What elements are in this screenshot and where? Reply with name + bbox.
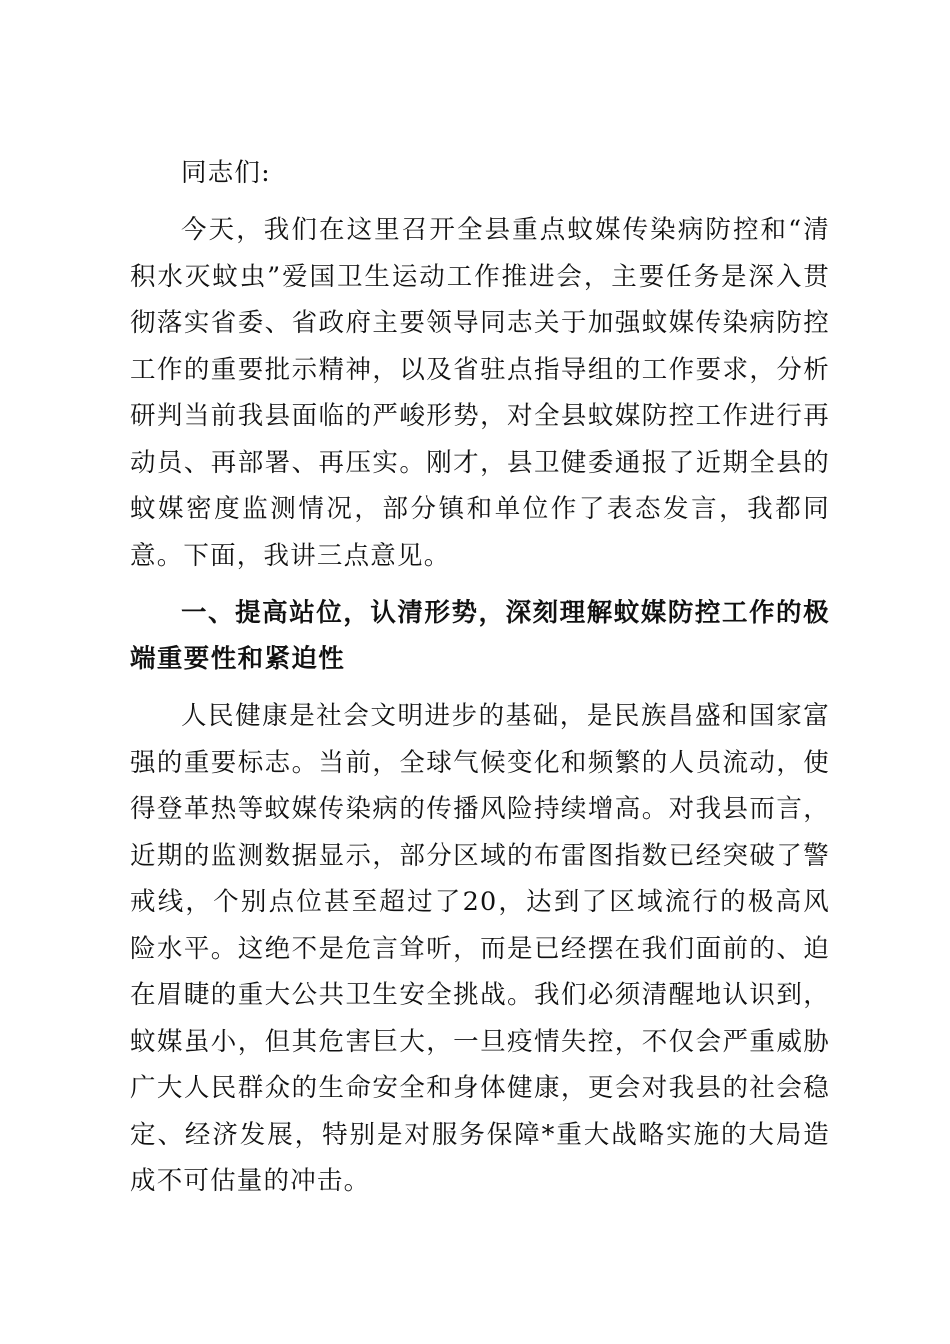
section-paragraph: 人民健康是社会文明进步的基础，是民族昌盛和国家富强的重要标志。当前，全球气候变化和频繁的人员流动，使得登革热等蚊媒传染病的传播风险持续增高。对我县而言，近期的监测数据显示，部分区域的布雷图指数已经突破了警戒线，个别点位甚至超过了20，达到了区域流行的极高风险水平。这绝不是危言耸听，而是已经摆在我们面前的、迫在眉睫的重大公共卫生安全挑战。我们必须清醒地认识到，蚊媒虽小，但其危害巨大，一旦疫情失控，不仅会严重威胁广大人民群众的生命安全和身体健康，更会对我县的社会稳定、经济发展，特别是对服务保障*重大战略实施的大局造成不可估量的冲击。 <box>130 701 830 1196</box>
section-heading: 一、提高站位，认清形势，深刻理解蚊媒防控工作的极端重要性和紧迫性 <box>130 597 830 674</box>
document-body <box>130 150 830 1215</box>
intro-paragraph: 今天，我们在这里召开全县重点蚊媒传染病防控和“清积水灭蚊虫”爱国卫生运动工作推进会，主要任务是深入贯彻落实省委、省政府主要领导同志关于加强蚊媒传染病防控工作的重要批示精神，以及省驻点指导组的工作要求，分析研判当前我县面临的严峻形势，对全县蚊媒防控工作进行再动员、再部署、再压实。刚才，县卫健委通报了近期全县的蚊媒密度监测情况，部分镇和单位作了表态发言，我都同意。下面，我讲三点意见。 <box>130 215 830 571</box>
salutation: 同志们: <box>181 158 271 188</box>
